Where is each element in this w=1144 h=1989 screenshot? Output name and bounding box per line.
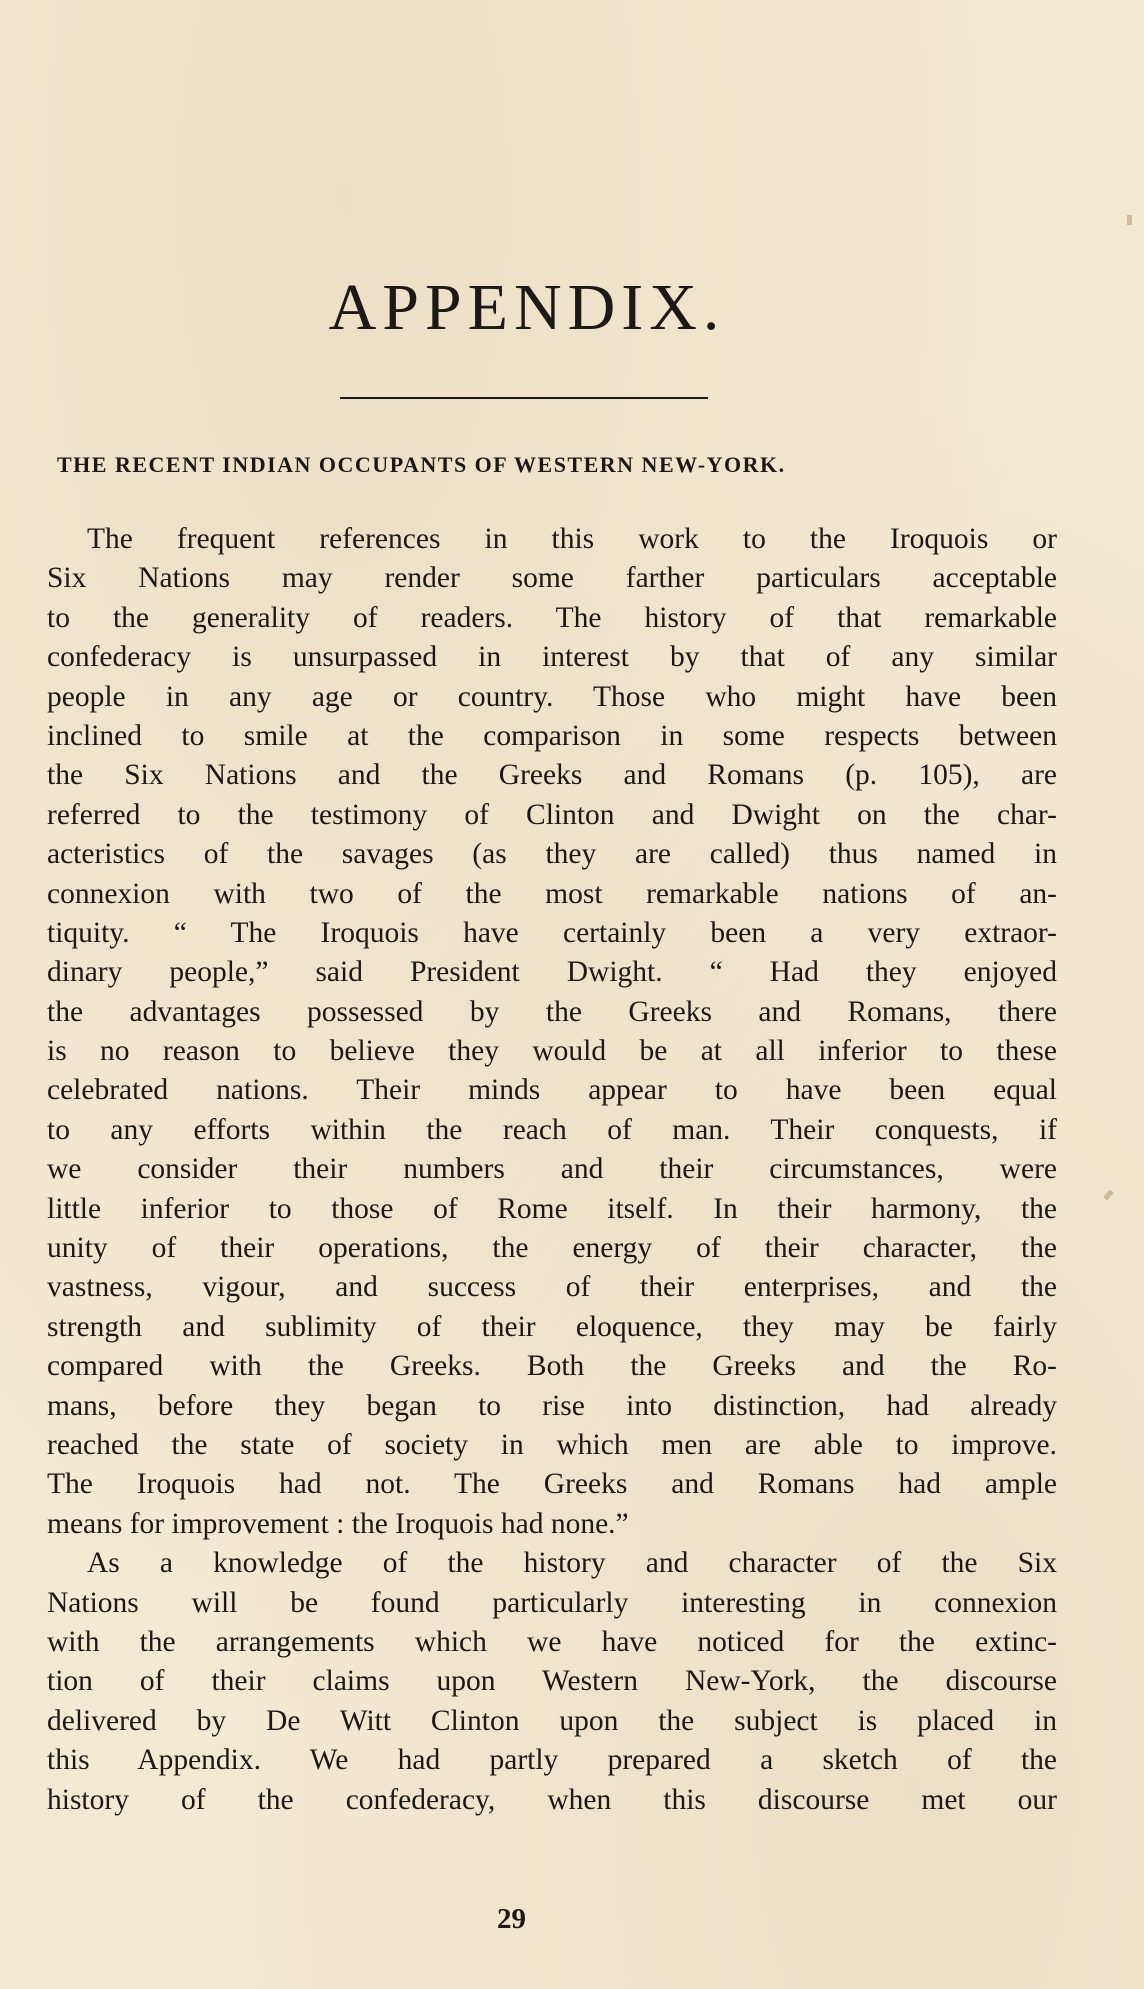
text-line: compared with the Greeks. Both the Greeks and the Ro- xyxy=(47,1350,1057,1383)
text-line: history of the confederacy, when this discourse met our xyxy=(47,1783,1057,1816)
text-line: inclined to smile at the comparison in some respects between xyxy=(47,719,1057,752)
text-line: little inferior to those of Rome itself. In their harmony, the xyxy=(47,1192,1057,1225)
text-line: Six Nations may render some farther particulars acceptable xyxy=(47,562,1057,595)
text-line: Nations will be found particularly interesting in connexion xyxy=(47,1586,1057,1619)
text-line: tion of their claims upon Western New-York, the discourse xyxy=(47,1665,1057,1698)
text-line: people in any age or country. Those who might have been xyxy=(47,680,1057,713)
appendix-heading: APPENDIX. xyxy=(328,271,726,344)
text-line: vastness, vigour, and success of their enterprises, and the xyxy=(47,1271,1057,1304)
text-line: delivered by De Witt Clinton upon the subject is placed in xyxy=(47,1704,1057,1737)
paper-speck xyxy=(1127,215,1132,225)
text-line: the advantages possessed by the Greeks and Romans, there xyxy=(47,995,1057,1028)
text-line: means for improvement : the Iroquois had none.” xyxy=(47,1507,629,1540)
text-line: to any efforts within the reach of man. Their conquests, if xyxy=(47,1113,1057,1146)
page-number: 29 xyxy=(497,1903,526,1935)
text-line: with the arrangements which we have noticed for the extinc- xyxy=(47,1625,1057,1658)
text-line: mans, before they began to rise into distinction, had already xyxy=(47,1389,1057,1422)
text-line: confederacy is unsurpassed in interest by that of any similar xyxy=(47,641,1057,674)
heading-rule xyxy=(340,397,708,399)
text-line: acteristics of the savages (as they are called) thus named in xyxy=(47,838,1057,871)
text-line: unity of their operations, the energy of their character, the xyxy=(47,1232,1057,1265)
section-title: THE RECENT INDIAN OCCUPANTS OF WESTERN NEW-YORK. xyxy=(57,452,786,477)
text-line: strength and sublimity of their eloquence, they may be fairly xyxy=(47,1310,1057,1343)
text-line: reached the state of society in which men are able to improve. xyxy=(47,1428,1057,1461)
text-line: we consider their numbers and their circumstances, were xyxy=(47,1153,1057,1186)
body-text xyxy=(47,520,1057,1820)
text-line: celebrated nations. Their minds appear to have been equal xyxy=(47,1074,1057,1107)
text-line: the Six Nations and the Greeks and Romans (p. 105), are xyxy=(47,759,1057,792)
text-line: connexion with two of the most remarkable nations of an- xyxy=(47,877,1057,910)
text-line: is no reason to believe they would be at all inferior to these xyxy=(47,1035,1057,1068)
text-line: referred to the testimony of Clinton and Dwight on the char- xyxy=(47,798,1057,831)
text-line: As a knowledge of the history and character of the Six xyxy=(87,1547,1057,1580)
paper-speck xyxy=(1103,1190,1113,1201)
text-line: to the generality of readers. The history of that remarkable xyxy=(47,601,1057,634)
text-line: The Iroquois had not. The Greeks and Romans had ample xyxy=(47,1468,1057,1501)
text-line: this Appendix. We had partly prepared a sketch of the xyxy=(47,1744,1057,1777)
text-line: The frequent references in this work to the Iroquois or xyxy=(87,523,1057,555)
text-line: dinary people,” said President Dwight. “ Had they enjoyed xyxy=(47,956,1057,989)
text-line: tiquity. “ The Iroquois have certainly been a very extraor- xyxy=(47,916,1057,949)
